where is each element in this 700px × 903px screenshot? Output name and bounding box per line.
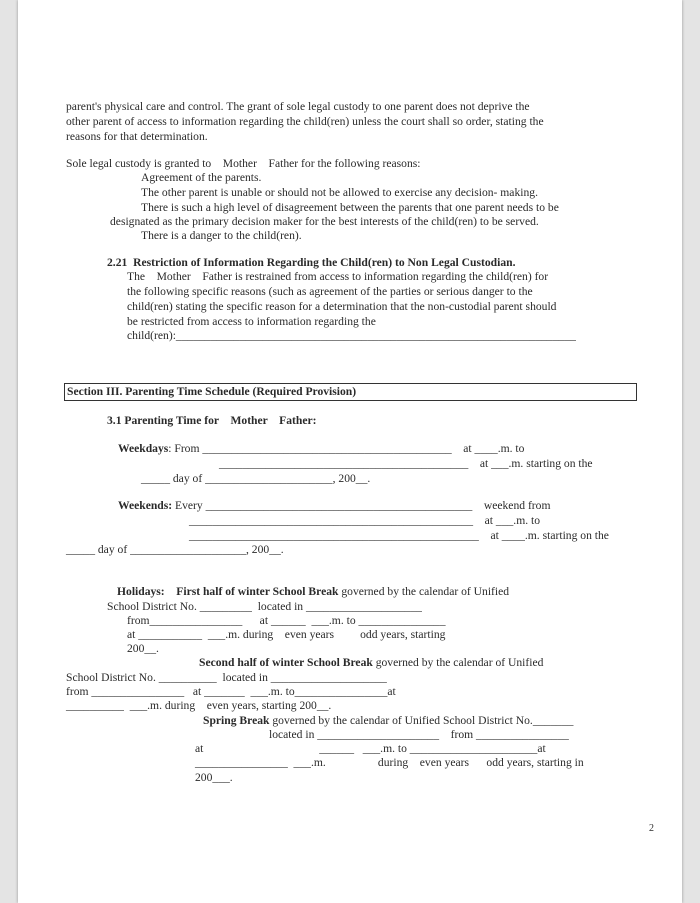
restriction-heading: 2.21 Restriction of Information Regarding the Child(ren) to Non Legal Custodian.	[107, 256, 516, 269]
winter-first-line: from________________ at ______ ___.m. to _______________	[127, 614, 446, 627]
winter-second-text: governed by the calendar of Unified	[372, 656, 544, 669]
winter-first-line: School District No. _________ located in ____________________	[107, 600, 422, 613]
spring-break-line: ________________ ___.m. during even years odd years, starting in	[195, 756, 584, 769]
spring-break-line	[203, 714, 573, 728]
winter-first-title: First half of winter School Break	[176, 585, 339, 598]
restriction-line: be restricted from access to information regarding the	[127, 315, 376, 328]
winter-second-line: from ________________ at _______ ___.m. to________________at	[66, 685, 396, 698]
weekends-line	[118, 499, 550, 513]
weekdays-line: ___________________________________________ at ___.m. starting on the	[219, 457, 593, 470]
winter-first-line: at ___________ ___.m. during even years odd years, starting	[127, 628, 446, 641]
restriction-line: child(ren) stating the specific reason for a determination that the non-custodial parent should	[127, 300, 557, 313]
section-3-header	[64, 383, 637, 401]
weekends-line: __________________________________________________ at ____.m. starting on the	[189, 529, 609, 542]
weekdays-text: : From ___________________________________________ at ____.m. to	[168, 442, 525, 455]
restriction-line: child(ren):_____________________________________________________________________	[127, 329, 576, 342]
weekdays-line	[118, 442, 524, 456]
weekdays-label: Weekdays	[118, 442, 169, 455]
sole-custody-lead: Sole legal custody is granted to Mother Father for the following reasons:	[66, 157, 421, 170]
spring-break-line: 200___.	[195, 771, 233, 784]
intro-line: parent's physical care and control. The grant of sole legal custody to one parent does not deprive the	[66, 100, 530, 113]
parenting-time-heading: 3.1 Parenting Time for Mother Father:	[107, 414, 317, 427]
document-page	[18, 0, 682, 903]
custody-reason: There is a danger to the child(ren).	[141, 229, 302, 242]
winter-second-line: __________ ___.m. during even years, starting 200__.	[66, 699, 332, 712]
restriction-line: The Mother Father is restrained from access to information regarding the child(ren) for	[127, 270, 549, 283]
spring-break-text: governed by the calendar of Unified School District No._______	[269, 714, 574, 727]
restriction-line: the following specific reasons (such as agreement of the parties or serious danger to the	[127, 285, 533, 298]
custody-reason: Agreement of the parents.	[141, 171, 262, 184]
winter-first-line: 200__.	[127, 642, 159, 655]
spring-break-line: at ______ ___.m. to ______________________at	[195, 742, 546, 755]
holidays-label: Holidays:	[117, 585, 165, 598]
page-number: 2	[649, 823, 654, 834]
weekends-line: _____ day of ____________________, 200__.	[66, 543, 284, 556]
weekdays-line: _____ day of ______________________, 200__.	[141, 472, 371, 485]
custody-reason: designated as the primary decision maker for the best interests of the child(ren) to be served.	[110, 215, 539, 228]
winter-first-line	[117, 585, 509, 599]
spring-break-line: located in _____________________ from ________________	[269, 728, 569, 741]
intro-line: other parent of access to information regarding the child(ren) unless the court shall so order, stating the	[66, 115, 544, 128]
winter-second-line: School District No. __________ located in ____________________	[66, 671, 387, 684]
winter-second-title: Second half of winter School Break	[199, 656, 373, 669]
spring-break-title: Spring Break	[203, 714, 270, 727]
intro-line: reasons for that determination.	[66, 130, 208, 143]
custody-reason: The other parent is unable or should not be allowed to exercise any decision- making.	[141, 186, 538, 199]
weekends-text: Every ______________________________________________ weekend from	[172, 499, 551, 512]
weekends-label: Weekends:	[118, 499, 173, 512]
custody-reason: There is such a high level of disagreement between the parents that one parent needs to be	[141, 201, 559, 214]
section-3-title: Section III. Parenting Time Schedule (Required Provision)	[67, 385, 357, 398]
winter-first-text: governed by the calendar of Unified	[338, 585, 510, 598]
winter-second-line	[199, 656, 543, 670]
weekends-line: _________________________________________________ at ___.m. to	[189, 514, 541, 527]
